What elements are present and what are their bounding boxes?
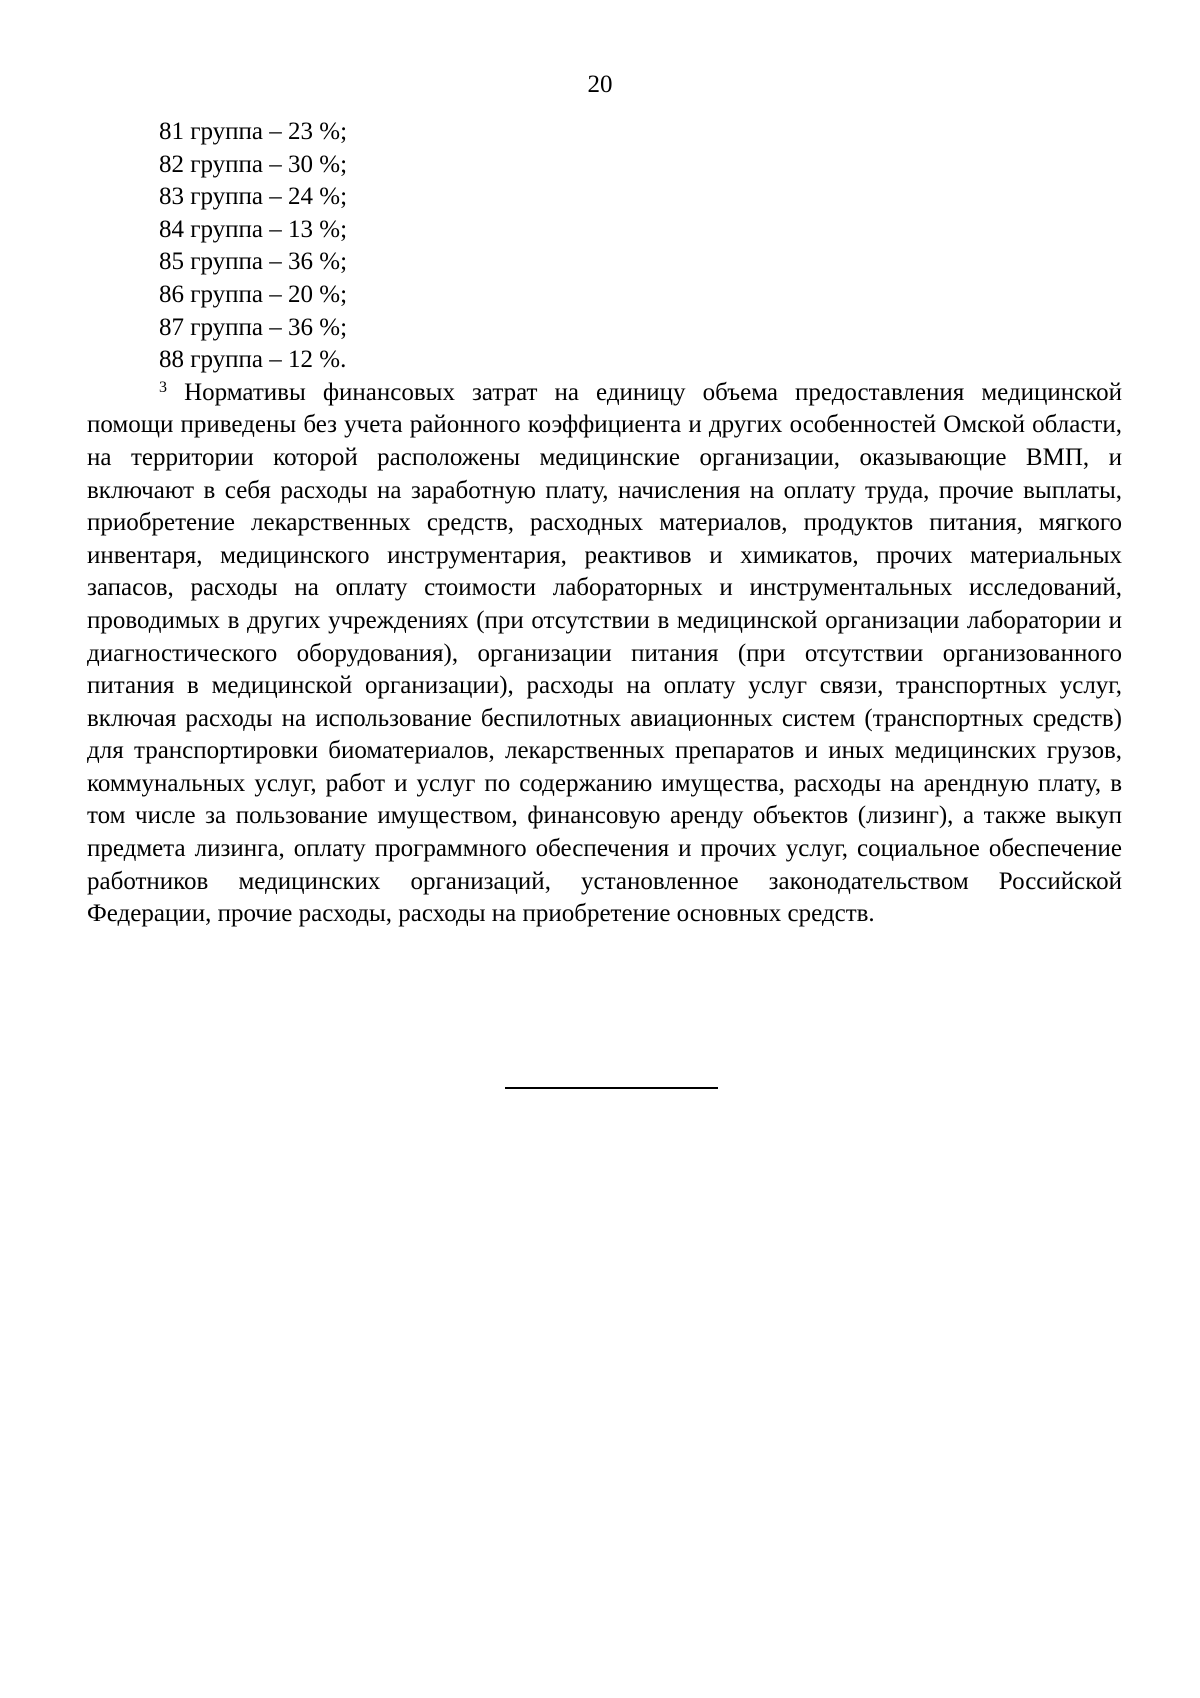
list-item: 82 группа – 30 %; <box>159 150 348 178</box>
list-item: 87 группа – 36 %; <box>159 313 348 341</box>
footnote-paragraph <box>87 377 1122 931</box>
footnote-text: Нормативы финансовых затрат на единицу объема предоставления медицинской помощи приведены без учета районного коэффициента и других особенностей Омской области, на территории которой расположены медицинские организации, оказывающие ВМП, и включают в себя расходы на заработную плату, начисления на оплату труда, прочие выплаты, приобретение лекарственных средств, расходных материалов, продуктов питания, мягкого инвентаря, медицинского инструментария, реактивов и химикатов, прочих материальных запасов, расходы на оплату стоимости лабораторных и инструментальных исследований, проводимых в других учреждениях (при отсутствии в медицинской организации лаборатории и диагностического оборудования), организации питания (при отсутствии организованного питания в медицинской организации), расходы на оплату услуг связи, транспортных услуг, включая расходы на использование беспилотных авиационных систем (транспортных средств) для транспортировки биоматериалов, лекарственных препаратов и иных медицинских грузов, коммунальных услуг, работ и услуг по содержанию имущества, расходы на арендную плату, в том числе за пользование имуществом, финансовую аренду объектов (лизинг), а также выкуп предмета лизинга, оплату программного обеспечения и прочих услуг, социальное обеспечение работников медицинских организаций, установленное законодательством Российской Федерации, прочие расходы, расходы на приобретение основных средств. <box>87 378 1122 928</box>
list-item: 88 группа – 12 %. <box>159 346 347 374</box>
page-number: 20 <box>587 71 613 98</box>
list-item: 86 группа – 20 %; <box>159 280 348 308</box>
list-item: 85 группа – 36 %; <box>159 248 348 276</box>
group-percent-list <box>87 116 1122 377</box>
page-body <box>87 116 1122 931</box>
end-of-text-rule <box>505 1087 718 1089</box>
list-item: 84 группа – 13 %; <box>159 215 348 243</box>
list-item: 83 группа – 24 %; <box>159 183 348 211</box>
footnote-marker: 3 <box>159 378 167 396</box>
list-item: 81 группа – 23 %; <box>159 118 348 145</box>
